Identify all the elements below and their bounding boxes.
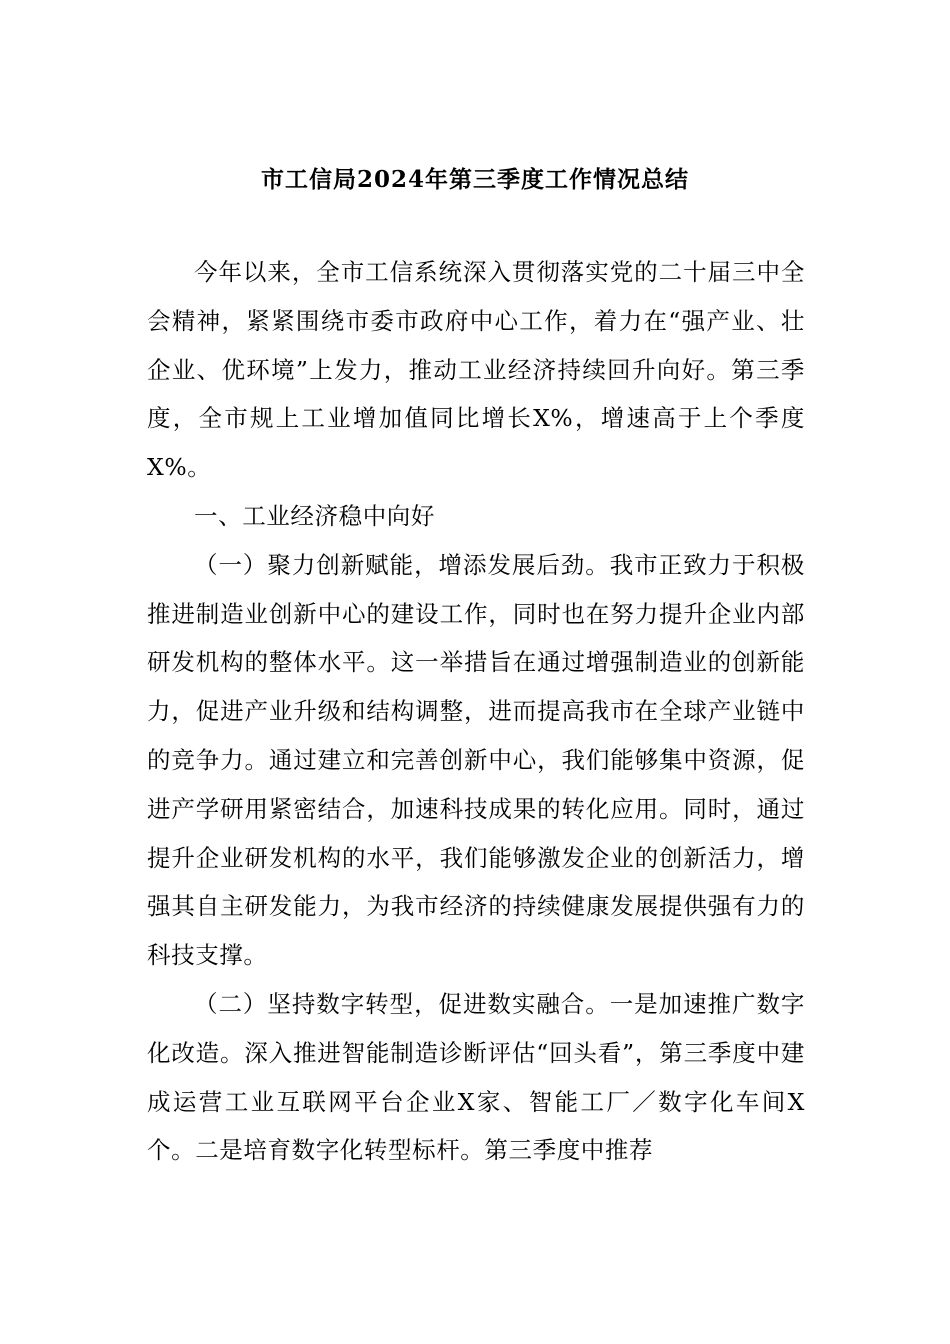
section-heading-1: 一、工业经济稳中向好 — [194, 501, 435, 530]
paragraph-digital-transformation: （二）坚持数字转型，促进数实融合。一是加速推广数字化改造。深入推进智能制造诊断评估“回头看”，第三季度中建成运营工业互联网平台企业X家、智能工厂／数字化车间X个。二是培育数字化转型标杆。第三季度中推荐 — [147, 989, 805, 1165]
paragraph-innovation: （一）聚力创新赋能，增添发展后劲。我市正致力于积极推进制造业创新中心的建设工作，同时也在努力提升企业内部研发机构的整体水平。这一举措旨在通过增强制造业的创新能力，促进产业升级和结构调整，进而提高我市在全球产业链中的竞争力。通过建立和完善创新中心，我们能够集中资源，促进产学研用紧密结合，加速科技成果的转化应用。同时，通过提升企业研发机构的水平，我们能够激发企业的创新活力，增强其自主研发能力，为我市经济的持续健康发展提供强有力的科技支撑。 — [147, 550, 805, 970]
paragraph-intro: 今年以来，全市工信系统深入贯彻落实党的二十届三中全会精神，紧紧围绕市委市政府中心工作，着力在“强产业、壮企业、优环境”上发力，推动工业经济持续回升向好。第三季度，全市规上工业增加值同比增长X%，增速高于上个季度X%。 — [147, 258, 805, 482]
document-title: 市工信局2024年第三季度工作情况总结 — [260, 166, 689, 193]
document-body — [147, 248, 805, 1175]
